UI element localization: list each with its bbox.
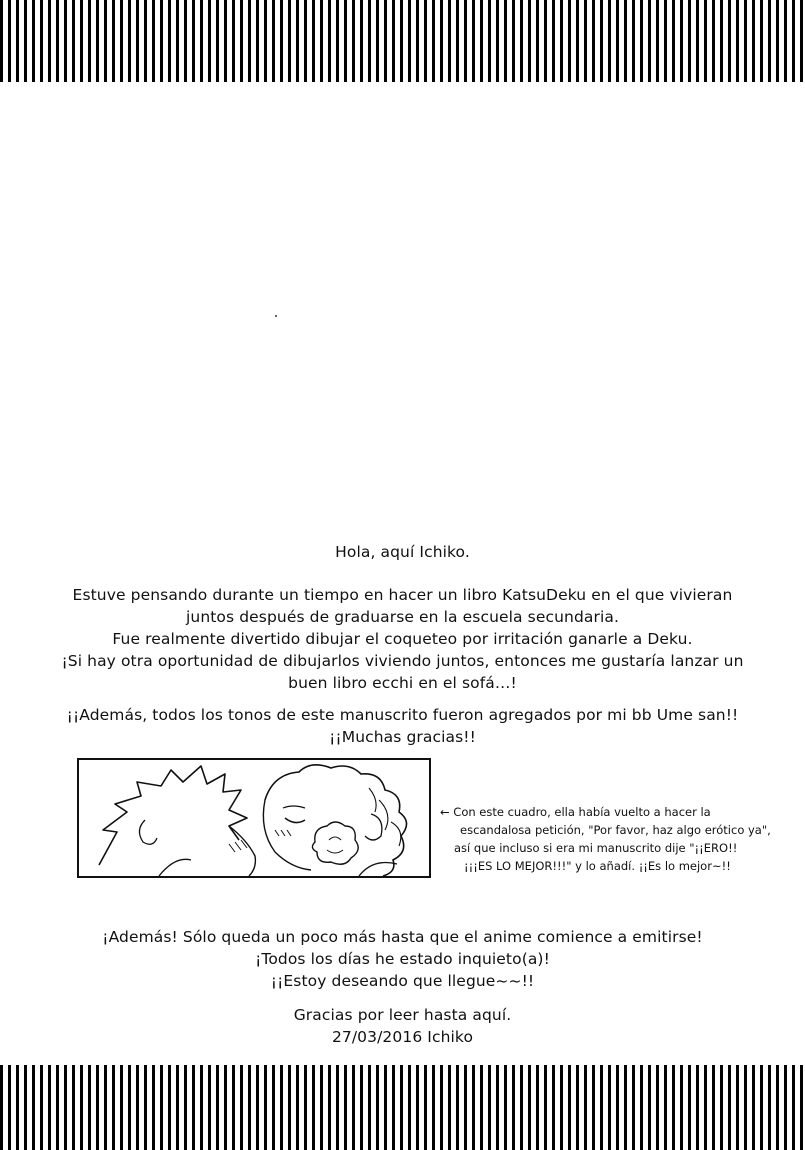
intro-line: buen libro ecchi en el sofá…!	[288, 674, 517, 692]
intro-line: Fue realmente divertido dibujar el coqueteo por irritación ganarle a Deku.	[112, 630, 693, 648]
manga-panel-illustration	[77, 758, 431, 878]
blush-lines	[275, 830, 291, 836]
tones-thanks-paragraph	[0, 704, 805, 748]
tones-line: ¡¡Además, todos los tonos de este manuscrito fueron agregados por mi bb Ume san!!	[66, 706, 739, 724]
anime-line: ¡Todos los días he estado inquieto(a)!	[255, 950, 550, 968]
panel-caption	[440, 803, 800, 875]
left-character-cheek-lines	[229, 840, 247, 852]
left-character-ear	[139, 820, 157, 844]
right-character-closed-eye	[285, 818, 305, 823]
greeting-line: Hola, aquí Ichiko.	[335, 543, 470, 561]
caption-line: escandalosa petición, "Por favor, haz algo erótico ya",	[460, 823, 771, 837]
manga-sketch	[79, 760, 429, 876]
intro-line: Estuve pensando durante un tiempo en hacer un libro KatsuDeku en el que vivieran	[72, 586, 733, 604]
left-character-hair	[99, 766, 247, 865]
intro-line: juntos después de graduarse en la escuela secundaria.	[185, 608, 620, 626]
top-stripe-border	[0, 0, 805, 82]
signature-date: 27/03/2016 Ichiko	[331, 1028, 474, 1046]
caption-line: así que incluso si era mi manuscrito dije "¡¡ERO!!	[454, 841, 738, 855]
anime-line: ¡¡Estoy deseando que llegue~~!!	[270, 972, 535, 990]
tones-line: ¡¡Muchas gracias!!	[329, 728, 476, 746]
greeting	[0, 541, 805, 563]
left-character-neck	[159, 859, 191, 876]
right-character-eyebrow	[283, 806, 305, 808]
puff-cloud	[312, 822, 358, 864]
anime-line: ¡Además! Sólo queda un poco más hasta que el anime comience a emitirse!	[102, 928, 703, 946]
closing-thanks: Gracias por leer hasta aquí.	[293, 1006, 512, 1024]
closing-paragraph	[0, 1004, 805, 1048]
bottom-stripe-border	[0, 1065, 805, 1150]
intro-line: ¡Si hay otra oportunidad de dibujarlos viviendo juntos, entonces me gustaría lanzar un	[61, 652, 744, 670]
caption-line: ¡¡¡ES LO MEJOR!!!" y lo añadí. ¡¡Es lo mejor~!!	[464, 859, 731, 873]
right-character-collar	[359, 863, 397, 877]
left-character-face	[229, 826, 255, 876]
right-character-face	[263, 800, 311, 870]
paper-speck	[275, 315, 277, 317]
anime-paragraph	[0, 926, 805, 992]
intro-paragraph	[0, 584, 805, 694]
right-character-ear	[365, 814, 382, 840]
caption-line: ← Con este cuadro, ella había vuelto a hacer la	[440, 805, 711, 819]
